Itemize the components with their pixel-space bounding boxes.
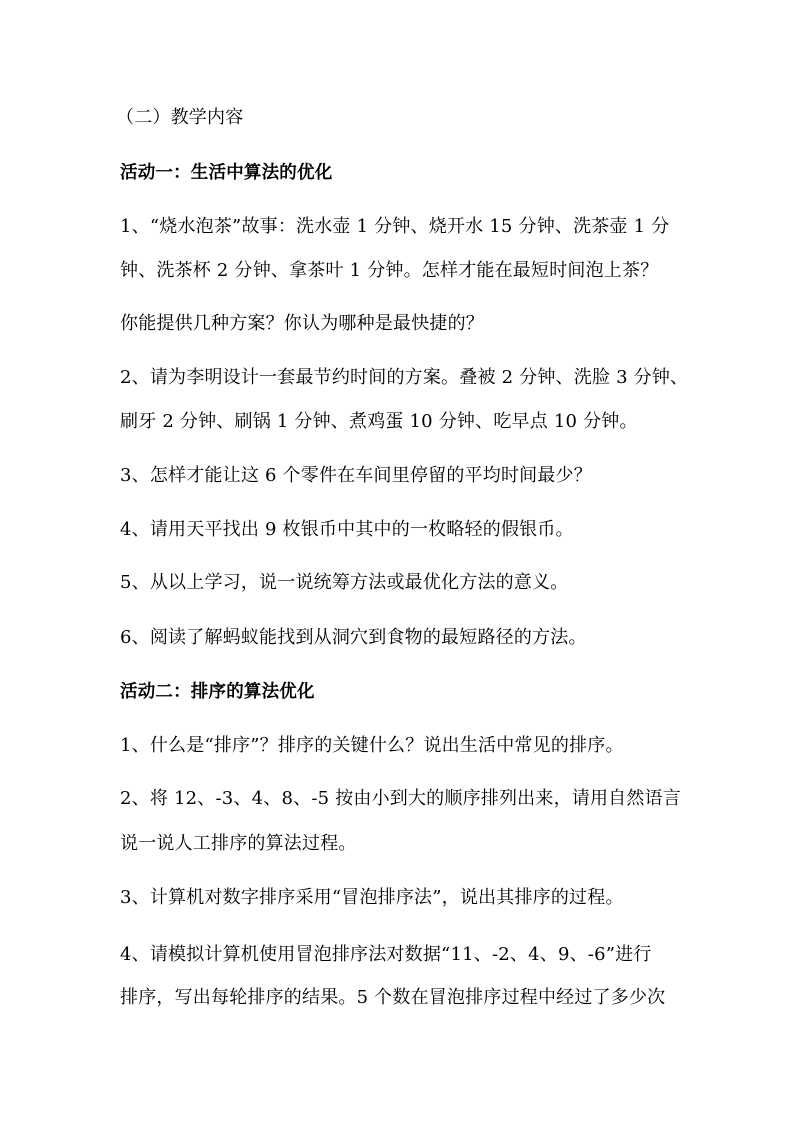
activity2-item2-line1: 2、将 12、-3、4、8、-5 按由小到大的顺序排列出来，请用自然语言	[120, 788, 681, 809]
activity2-item1: 1、什么是“排序”？排序的关键什么？说出生活中常见的排序。	[120, 735, 624, 756]
activity2-item4-line2: 排序，写出每轮排序的结果。5 个数在冒泡排序过程中经过了多少次	[120, 987, 666, 1008]
activity2-item2-line2: 说一说人工排序的算法过程。	[120, 833, 357, 854]
activity1-item4: 4、请用天平找出 9 枚银币中其中的一枚略轻的假银币。	[120, 519, 574, 540]
activity1-item2-line2: 刷牙 2 分钟、刷锅 1 分钟、煮鸡蛋 10 分钟、吃早点 10 分钟。	[120, 411, 638, 432]
activity1-item1-line3: 你能提供几种方案？你认为哪种是最快捷的？	[120, 313, 484, 334]
activity2-item4-line1: 4、请模拟计算机使用冒泡排序法对数据“11、-2、4、9、-6”进行	[120, 944, 652, 965]
activity1-item2-line1: 2、请为李明设计一套最节约时间的方案。叠被 2 分钟、洗脸 3 分钟、	[120, 367, 689, 388]
activity2-title: 活动二：排序的算法优化	[120, 682, 315, 702]
activity1-item6: 6、阅读了解蚂蚁能找到从洞穴到食物的最短路径的方法。	[120, 627, 587, 648]
activity1-item1-line2: 钟、洗茶杯 2 分钟、拿茶叶 1 分钟。怎样才能在最短时间泡上茶？	[120, 260, 659, 281]
activity1-item5: 5、从以上学习，说一说统筹方法或最优化方法的意义。	[120, 572, 569, 593]
activity1-item1-line1: 1、“烧水泡茶”故事：洗水壶 1 分钟、烧开水 15 分钟、洗茶壶 1 分	[120, 216, 670, 237]
section-label: （二）教学内容	[116, 107, 244, 128]
activity2-item3: 3、计算机对数字排序采用“冒泡排序法”，说出其排序的过程。	[120, 887, 624, 908]
activity1-item3: 3、怎样才能让这 6 个零件在车间里停留的平均时间最少？	[120, 465, 592, 486]
activity1-title: 活动一：生活中算法的优化	[120, 163, 333, 183]
